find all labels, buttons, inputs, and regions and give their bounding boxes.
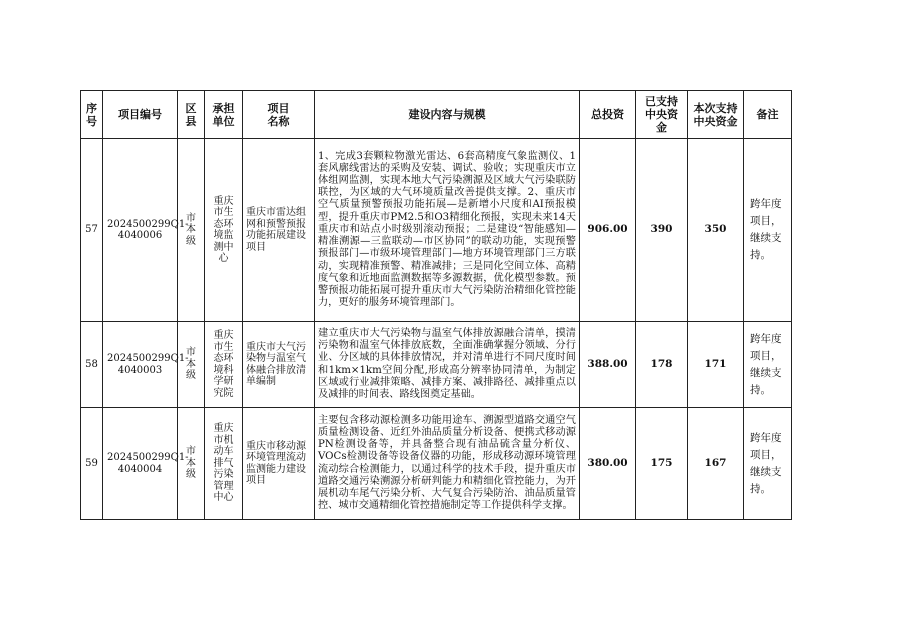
district-text: 市本级 bbox=[186, 446, 196, 481]
cell-remark: 跨年度项目，继续支持。 bbox=[744, 322, 792, 408]
project-table bbox=[80, 90, 792, 520]
cell-district bbox=[178, 408, 205, 520]
cell-current: 167 bbox=[688, 408, 744, 520]
cell-content: 建立重庆市大气污染物与温室气体排放源融合清单，摸清污染物和温室气体排放底数，全面准确掌握分领域、分行业、分区域的具体排放情况，并对清单进行不同尺度时间和1km×1km空间分配,形成高分辨率协同清单，为制定区域或行业减排策略、减排方案、减排路径、减排重点以及减排的时间表、路线图奠定基础。 bbox=[315, 322, 580, 408]
cell-seq: 57 bbox=[81, 139, 103, 322]
cell-remark: 跨年度项目，继续支持。 bbox=[744, 408, 792, 520]
document-page bbox=[80, 90, 791, 520]
cell-district bbox=[178, 322, 205, 408]
cell-total: 388.00 bbox=[580, 322, 636, 408]
header-district: 区县 bbox=[178, 91, 205, 139]
cell-name: 重庆市雷达组网和预警预报功能拓展建设项目 bbox=[243, 139, 315, 322]
cell-supported: 175 bbox=[636, 408, 688, 520]
table-row bbox=[81, 322, 792, 408]
cell-name: 重庆市移动源环境管理流动监测能力建设项目 bbox=[243, 408, 315, 520]
cell-content: 主要包含移动源检测多功能用途车、溯源型道路交通空气质量检测设备、近红外油品质量分析设备、便携式移动源PN检测设备等，并具备整合现有油品硫含量分析仪、VOCs检测设备等设备仪器的功能，形成移动源环境管理流动综合检测能力，以通过科学的技术手段，提升重庆市道路交通污染溯源分析研判能力和精细化管控能力，为开展机动车尾气污染分析、大气复合污染防治、油品质量管控、城市交通精细化管控措施制定等工作提供科学支撑。 bbox=[315, 408, 580, 520]
table-row bbox=[81, 408, 792, 520]
cell-seq: 59 bbox=[81, 408, 103, 520]
cell-supported: 178 bbox=[636, 322, 688, 408]
cell-current: 171 bbox=[688, 322, 744, 408]
header-seq: 序号 bbox=[81, 91, 103, 139]
cell-code: 2024500299Q1-4040006 bbox=[103, 139, 178, 322]
cell-seq: 58 bbox=[81, 322, 103, 408]
cell-name: 重庆市大气污染物与温室气体融合排放清单编制 bbox=[243, 322, 315, 408]
district-text: 市本级 bbox=[186, 347, 196, 382]
cell-remark: 跨年度项目，继续支持。 bbox=[744, 139, 792, 322]
cell-district bbox=[178, 139, 205, 322]
cell-code: 2024500299Q1-4040004 bbox=[103, 408, 178, 520]
cell-unit: 重庆市生态环境监测中心 bbox=[205, 139, 243, 322]
table-row bbox=[81, 139, 792, 322]
header-code: 项目编号 bbox=[103, 91, 178, 139]
header-name: 项目名称 bbox=[243, 91, 315, 139]
cell-current: 350 bbox=[688, 139, 744, 322]
cell-code: 2024500299Q1-4040003 bbox=[103, 322, 178, 408]
cell-content: 1、完成3套颗粒物激光雷达、6套高精度气象监测仪、1套风廓线雷达的采购及安装、调试、验收；实现重庆市立体组网监测，实现本地大气污染溯源及区域大气污染联防联控，为区域的大气环境质量改善提供支撑。2、重庆市空气质量预警预报功能拓展—是新增小尺度和AI预报模型，提升重庆市PM2.5和O3精细化预报，实现未来14天重庆市和站点小时级别滚动预报；二是建设“智能感知—精准溯源—三监联动—市区协同”的联动功能，实现预警预报部门—市级环境管理部门—地方环境管理部门三方联动，实现精准预警、精准减排；三是同化空间立体、高精度气象和近地面监测数据等多源数据，优化模型参数。预警预报功能拓展可提升重庆市大气污染防治精细化管控能力，更好的服务环境管理部门。 bbox=[315, 139, 580, 322]
district-text: 市本级 bbox=[186, 212, 196, 247]
header-total: 总投资 bbox=[580, 91, 636, 139]
header-content: 建设内容与规模 bbox=[315, 91, 580, 139]
header-row bbox=[81, 91, 792, 139]
cell-total: 380.00 bbox=[580, 408, 636, 520]
cell-supported: 390 bbox=[636, 139, 688, 322]
header-supported: 已支持中央资金 bbox=[636, 91, 688, 139]
cell-total: 906.00 bbox=[580, 139, 636, 322]
header-unit: 承担单位 bbox=[205, 91, 243, 139]
cell-unit: 重庆市生态环境科学研究院 bbox=[205, 322, 243, 408]
header-current: 本次支持中央资金 bbox=[688, 91, 744, 139]
cell-unit: 重庆市机动车排气污染管理中心 bbox=[205, 408, 243, 520]
header-remark: 备注 bbox=[744, 91, 792, 139]
